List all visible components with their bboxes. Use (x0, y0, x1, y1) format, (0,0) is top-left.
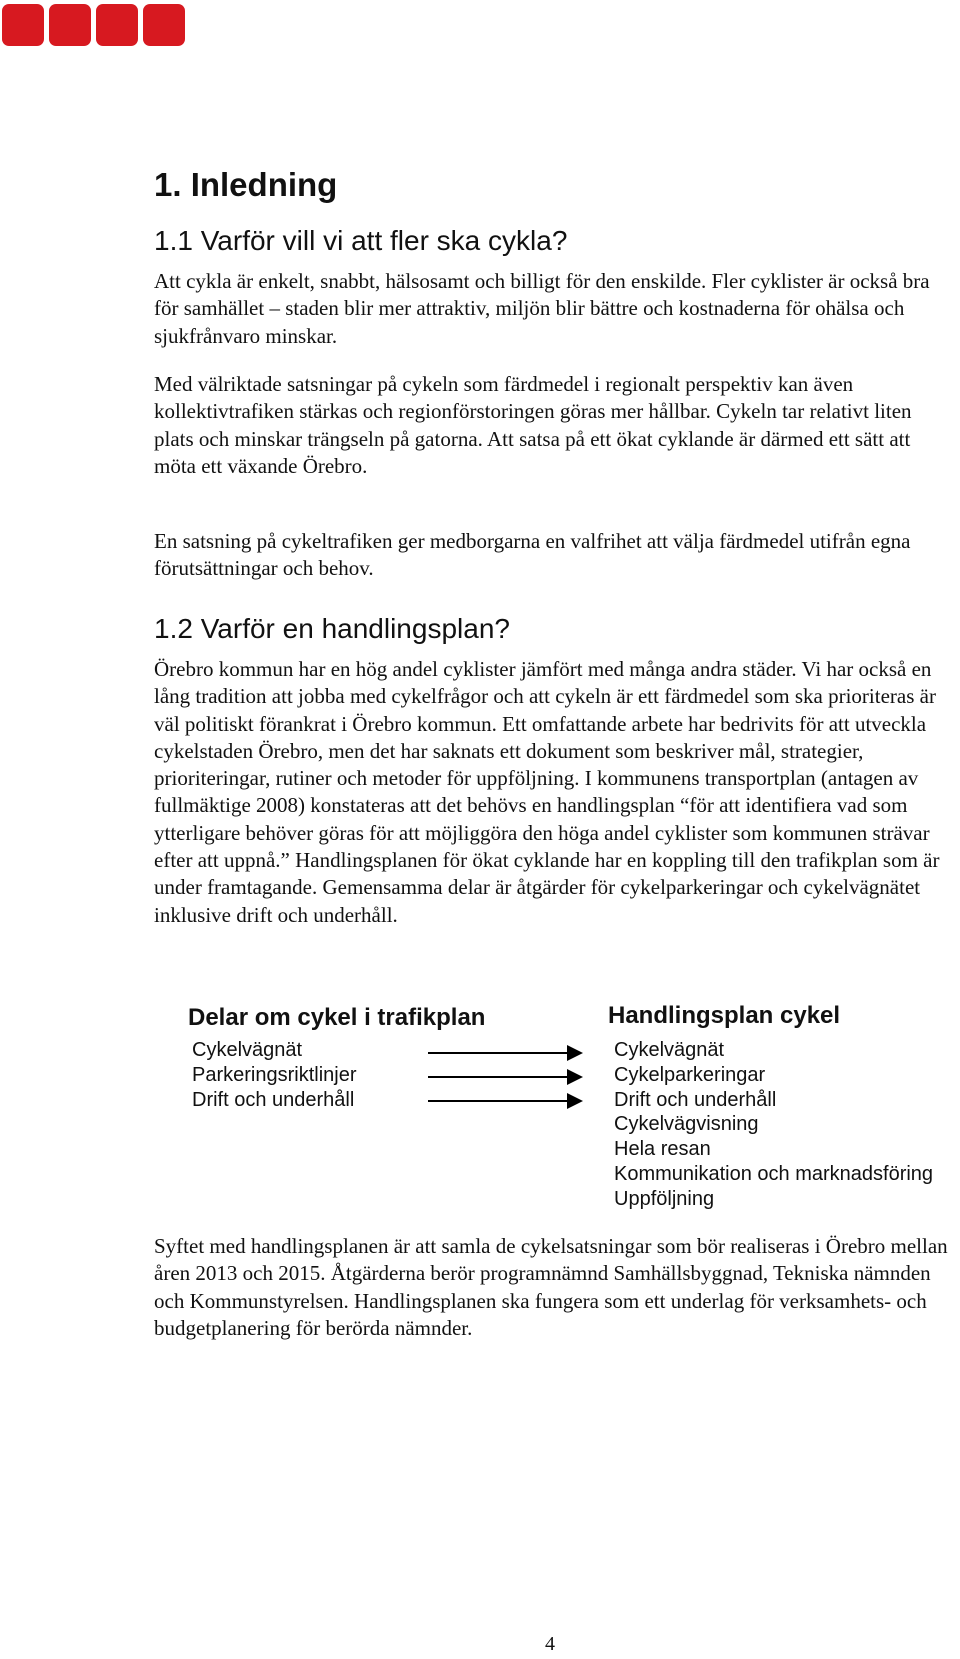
paragraph: En satsning på cykeltrafiken ger medborgarna en valfrihet att välja färdmedel utifrån egna förutsättningar och behov. (154, 529, 911, 581)
diagram-left-title: Delar om cykel i trafikplan (188, 1004, 486, 1031)
subsection-heading-1-2: 1.2 Varför en handlingsplan? (154, 613, 510, 644)
paragraph: Syftet med handlingsplanen är att samla de cykelsatsningar som bör realiseras i Örebro mellan åren 2013 och 2015. Åtgärderna berör programnämnd Samhällsbyggnad, Tekniska nämnden och Kommunstyrelsen. Handlingsplanen ska fungera som ett underlag för verksamhets- och budgetplanering för berörda nämnder. (154, 1234, 948, 1340)
diagram-left-item: Drift och underhåll (192, 1088, 355, 1111)
diagram-right-item: Cykelvägvisning (614, 1113, 759, 1136)
arrow-right-icon (428, 1043, 583, 1063)
diagram-right-title: Handlingsplan cykel (608, 1002, 841, 1029)
diagram-left-list (192, 1038, 357, 1112)
diagram-right-item: Drift och underhåll (614, 1088, 777, 1111)
logo-square (143, 4, 185, 46)
diagram-right-item: Kommunikation och marknadsföring (614, 1162, 934, 1185)
paragraph: Med välriktade satsningar på cykeln som färdmedel i regionalt perspektiv kan även kollektivtrafiken stärkas och regionförstoringen göras mer hållbar. Cykeln tar relativt liten plats och minskar trängseln på gatorna. Att satsa på ett ökat cyklande är därmed ett sätt att möta ett växande Örebro. (154, 372, 912, 478)
arrow-right-icon (428, 1091, 583, 1111)
section-heading: 1. Inledning (154, 166, 338, 203)
diagram-right-item: Cykelparkeringar (614, 1063, 766, 1086)
diagram-left-item: Cykelvägnät (192, 1039, 303, 1061)
diagram-right-item: Hela resan (614, 1138, 711, 1161)
page-number: 4 (545, 1633, 555, 1655)
subsection-heading-1-1: 1.1 Varför vill vi att fler ska cykla? (154, 225, 568, 256)
logo-square (96, 4, 138, 46)
paragraph: Att cykla är enkelt, snabbt, hälsosamt och billigt för den enskilde. Fler cyklister är också bra för samhället – staden blir mer attraktiv, miljön blir bättre och kostnaderna för ohälsa och sjukfrånvaro minskar. (154, 269, 930, 348)
paragraph: Örebro kommun har en hög andel cyklister jämfört med många andra städer. Vi har också en lång tradition att jobba med cykelfrågor och att cykeln är ett färdmedel som ska prioriteras är väl politiskt förankrat i Örebro kommun. Ett omfattande arbete har bedrivits för att utveckla cykelstaden Örebro, men det har saknats ett dokument som beskriver mål, strategier, prioriteringar, rutiner och metoder för uppföljning. I kommunens transportplan (antagen av fullmäktige 2008) konstateras att det behövs en handlingsplan “för att identifiera vad som ytterligare behöver göras för att möjliggöra den höga andel cyklister som kommunen strävar efter att uppnå.” Handlingsplanen för ökat cyklande har en koppling till den trafikplan som är under framtagande. Gemensamma delar är åtgärder för cykelparkeringar och cykelvägnätet inklusive drift och underhåll. (154, 657, 940, 927)
logo (2, 4, 185, 46)
diagram-right-list (614, 1038, 933, 1212)
logo-square (49, 4, 91, 46)
diagram-right-item: Uppföljning (614, 1187, 715, 1210)
diagram-right-item: Cykelvägnät (614, 1039, 725, 1061)
logo-square (2, 4, 44, 46)
diagram-left-item: Parkeringsriktlinjer (192, 1063, 357, 1086)
arrow-right-icon (428, 1067, 583, 1087)
